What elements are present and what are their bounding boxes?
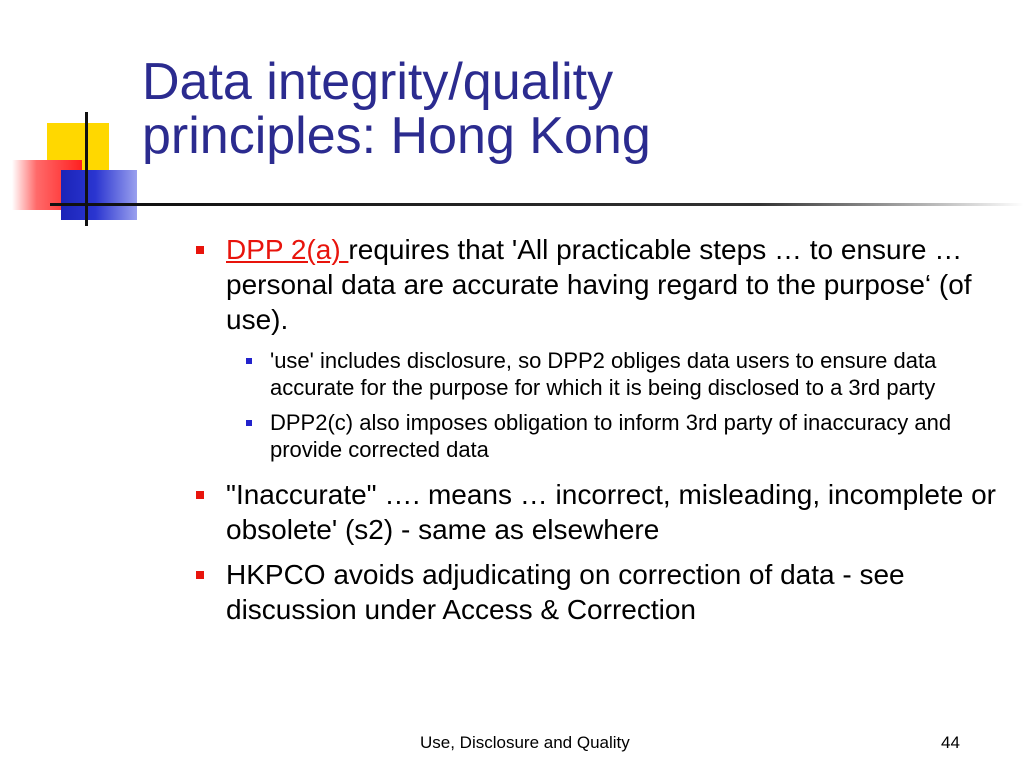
square-bullet-icon [196, 246, 204, 254]
bullet-item [190, 477, 1010, 547]
blue-square-icon [61, 170, 137, 220]
slide-logo-decoration [0, 100, 140, 230]
bullet-item [190, 557, 1010, 627]
bullet-text: HKPCO avoids adjudicating on correction of data - see discussion under Access & Correction [226, 559, 905, 625]
title-divider [140, 203, 1024, 206]
page-number: 44 [941, 733, 960, 752]
bullet-item [190, 232, 1010, 337]
bullet-text: requires that 'All practicable steps … to ensure … personal data are accurate having regard to the purpose‘ (of use). [226, 234, 972, 335]
sub-bullet-text: DPP2(c) also imposes obligation to inform 3rd party of inaccuracy and provide corrected data [270, 410, 952, 462]
square-bullet-icon [246, 420, 252, 426]
logo-vertical-line [85, 112, 88, 226]
slide-content [190, 232, 1010, 637]
square-bullet-icon [246, 358, 252, 364]
footer-title: Use, Disclosure and Quality [420, 733, 630, 752]
sub-bullet-item [234, 409, 1010, 463]
title-line-2: principles: Hong Kong [142, 107, 651, 165]
slide-title [142, 55, 1012, 163]
bullet-text: "Inaccurate" …. means … incorrect, misleading, incomplete or obsolete' (s2) - same as elsewhere [226, 479, 996, 545]
sub-bullet-text: 'use' includes disclosure, so DPP2 obliges data users to ensure data accurate for the purpose for which it is being disclosed to a 3rd party [270, 348, 937, 400]
title-line-1: Data integrity/quality [142, 53, 614, 111]
logo-horizontal-line [50, 203, 140, 206]
dpp-2a-link[interactable]: DPP 2(a) [226, 234, 349, 265]
square-bullet-icon [196, 571, 204, 579]
square-bullet-icon [196, 491, 204, 499]
sub-bullet-item [234, 347, 1010, 401]
